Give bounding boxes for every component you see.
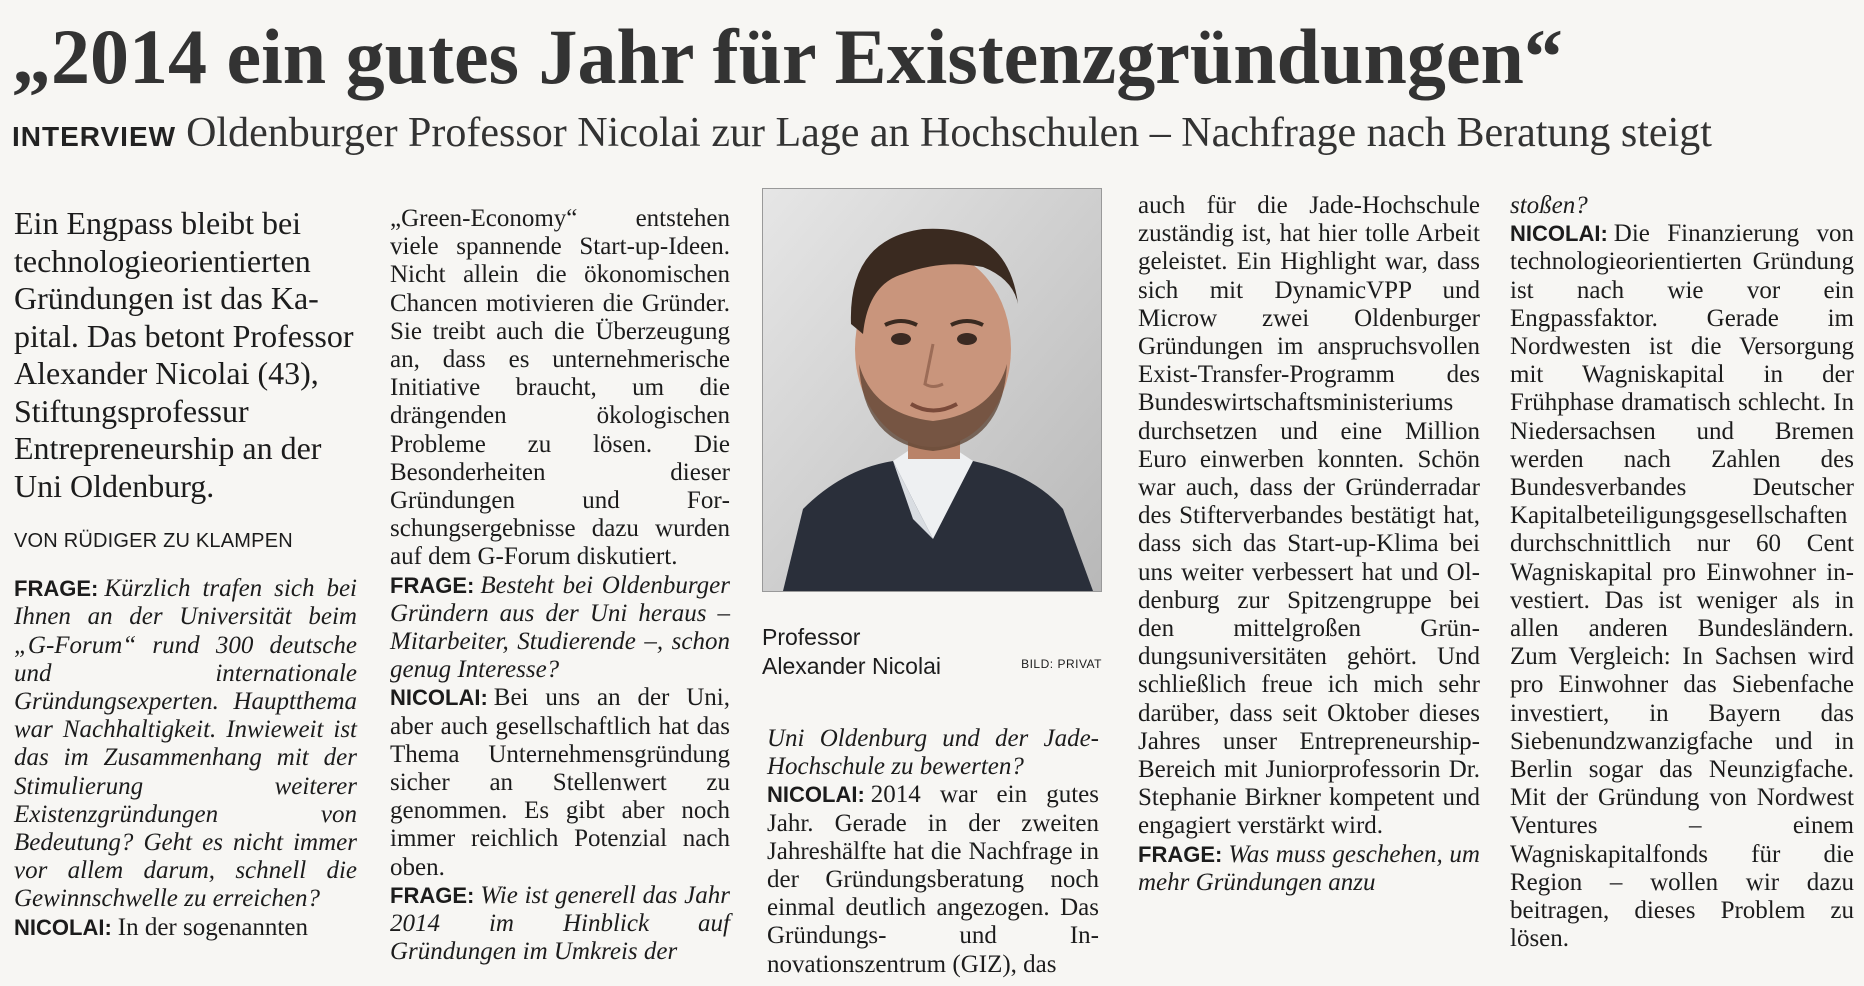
- answer-4: [1510, 220, 1854, 953]
- portrait-image: [763, 189, 1101, 591]
- byline: VON RÜDIGER ZU KLAMPEN: [14, 530, 293, 552]
- subheadline: [12, 108, 1857, 166]
- intro-text: Ein Engpass bleibt bei technologieorientierten Gründungen ist das Kapital. Das betont Professor Alexander Nicolai (43), Stiftungsprofessur Entrepreneurship an der Uni Oldenburg.: [14, 205, 354, 504]
- frage-label: FRAGE:: [14, 576, 99, 602]
- answer-3-start: [767, 781, 1099, 978]
- nicolai-label: NICOLAI:: [767, 782, 865, 808]
- headline: „2014 ein gutes Jahr für Existenzgründungen“: [12, 13, 1563, 100]
- frage-label: FRAGE:: [390, 882, 475, 908]
- answer-2-text: Bei uns an der Uni, aber auch gesellschaftlich hat das Thema Unternehmensgründung sicher an Stellenwert zu genommen. Es gibt aber noch immer reichlich Potenzial nach oben.: [390, 684, 730, 881]
- question-3-cont: Uni Oldenburg und der Jade-Hochschule zu bewerten?: [767, 725, 1099, 781]
- answer-3-cont: auch für die Jade-Hochschule zuständig ist, hat hier tolle Arbeit geleistet. Ein Highlight war, dass sich mit DynamicVPP und Microw zwei Oldenburger Gründungen im anspruchsvollen Exist-Transfer-Programm des Bundeswirtschaftsministeriums durchsetzen und eine Million Euro einwerben konnten. Schön war auch, dass der Gründerradar des Stifterverbandes bestätigt hat, dass sich das Start-up-Klima bei uns weiter verbessert hat und Oldenburg zur Spitzengruppe bei den mittelgroßen Gründungsuniversitäten gehört. Und schließlich freue ich mich sehr darüber, dass seit Oktober dieses Jahres unser Entrepreneurship-Bereich mit Juniorprofessorin Dr. Stephanie Birkner kompetent und engagiert verstärkt wird.: [1138, 192, 1480, 840]
- deck-text: Oldenburger Professor Nicolai zur Lage an Hochschulen – Nachfrage nach Beratung steigt: [186, 110, 1712, 156]
- answer-3-text-start: 2014 war ein gutes Jahr. Gerade in der zweiten Jahreshälfte hat die Nachfrage in der Gründungsberatung noch einmal deutlich angezogen. Das Gründungs- und Innovationszentrum (GIZ), das: [767, 781, 1099, 978]
- answer-1-cont: „Green-Economy“ entstehen viele spannende Start-up-Ideen. Nicht allein die ökonomischen Chancen motivieren die Gründer. Sie treibt auch die Überzeugung an, dass es unternehmerische Initiative braucht, um die drängenden ökologischen Probleme zu lösen. Die Besonderheiten dieser Gründungen und Forschungsergebnisse dazu wurden auf dem G-Forum diskutiert.: [390, 205, 730, 571]
- answer-1-start: [14, 914, 357, 942]
- column-2: [390, 205, 730, 966]
- photo-credit: BILD: PRIVAT: [1021, 657, 1102, 671]
- column-5: [1510, 192, 1854, 953]
- question-1-text: Kürzlich trafen sich bei Ihnen an der Universität beim „G-Forum“ rund 300 deutsche und internationale Gründungsexperten. Hauptthema war Nachhaltigkeit. Inwieweit ist das im Zusammenhang mit der Stimulierung weiterer Existenzgründungen von Bedeutung? Geht es nicht immer vor allem darum, schnell die Gewinnschwelle zu erreichen?: [14, 575, 357, 913]
- caption-line-1: Professor: [762, 624, 861, 650]
- answer-1-text-start: In der sogenannten: [117, 913, 308, 941]
- question-4-start: [1138, 841, 1480, 897]
- frage-label: FRAGE:: [390, 572, 475, 598]
- photo-caption: [762, 623, 1102, 681]
- portrait-photo: [762, 188, 1102, 592]
- nicolai-label: NICOLAI:: [1510, 221, 1608, 247]
- caption-line-2: Alexander Nicolai: [762, 653, 941, 679]
- nicolai-label: NICOLAI:: [390, 685, 488, 711]
- answer-2: [390, 684, 730, 881]
- column-1: [14, 205, 357, 942]
- question-4-text-start: Was muss geschehen, um mehr Gründungen anzu: [1138, 840, 1480, 896]
- nicolai-label: NICOLAI:: [14, 914, 112, 940]
- question-3-text-start: Wie ist generell das Jahr 2014 im Hinblick auf Gründungen im Umkreis der: [390, 881, 730, 966]
- question-2-text: Besteht bei Oldenburger Gründern aus der Uni heraus – Mitarbeiter, Studierende –, schon genug Interesse?: [390, 571, 730, 684]
- question-3-start: [390, 882, 730, 967]
- column-4: [1138, 192, 1480, 897]
- question-2: [390, 572, 730, 685]
- kicker-label: INTERVIEW: [12, 121, 177, 152]
- frage-label: FRAGE:: [1138, 841, 1223, 867]
- column-3: [767, 725, 1099, 979]
- question-1: [14, 575, 357, 913]
- question-4-cont: stoßen?: [1510, 192, 1588, 219]
- answer-4-text: Die Finanzierung von technologieorientierten Gründung ist nach wie vor ein Engpassfaktor. Gerade im Nordwesten ist die Versorgung mit Wagniskapital in der Frühphase dramatisch schlecht. In Niedersachsen und Bremen werden nach Zahlen des Bundesverbandes Deutscher Kapitalbeteiligungsgesellschaften durchschnittlich nur 60 Cent Wagniskapital pro Einwohner investiert. Das ist weniger als in allen anderen Bundesländern. Zum Vergleich: In Sachsen wird pro Einwohner das Siebenfache investiert, in Bayern das Siebenundzwanzigfache und in Berlin sogar das Neunzigfache. Mit der Gründung von Nordwest Ventures – einem Wagniskapitalfonds für die Region – wollen wir dazu beitragen, dieses Problem zu lösen.: [1510, 220, 1854, 953]
